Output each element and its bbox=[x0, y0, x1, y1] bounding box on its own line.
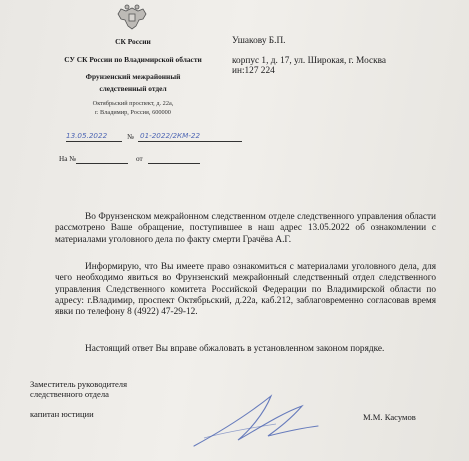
ref-number-underline bbox=[76, 163, 128, 164]
org-address-line2: г. Владимир, Россия, 600000 bbox=[95, 109, 171, 116]
org-name-line2: СУ СК России по Владимирской области bbox=[64, 55, 202, 64]
date-underline bbox=[66, 141, 122, 142]
ref-date-underline bbox=[148, 163, 200, 164]
registration-number: 01-2022/2КМ-22 bbox=[140, 131, 201, 140]
org-address-line1: Октябрьский проспект, д. 22а, bbox=[92, 100, 174, 107]
org-name-line1: СК России bbox=[115, 37, 151, 46]
org-name-line4: следственный отдел bbox=[99, 84, 167, 93]
number-label: № bbox=[127, 133, 134, 141]
body-paragraph-1: Во Фрунзенском межрайонном следственном отделе следственного управления области рассмотрено Ваше обращение, поступившее в наш адрес 13.05.2022 об ознакомлении с материалами уголовного дела по факту смерти Грачёва А.Г. bbox=[55, 212, 436, 245]
handwritten-signature bbox=[176, 384, 326, 454]
coat-of-arms-icon bbox=[112, 2, 152, 32]
org-name-line3: Фрунзенский межрайонный bbox=[85, 72, 181, 81]
body-paragraph-2: Информирую, что Вы имеете право ознакомиться с материалами уголовного дела, для чего необходимо явиться во Фрунзенский межрайонный следственный отдел следственного управления Следственного комитета Российской Федерации по Владимирской области по адресу: г.Владимир, проспект Октябрьский, д.22а, каб.212, заблаговременно согласовав время явки по телефону 8 (4922) 47-29-12. bbox=[55, 262, 436, 318]
number-underline bbox=[138, 141, 242, 142]
recipient-address-line1: корпус 1, д. 17, ул. Широкая, г. Москва bbox=[232, 56, 387, 66]
from-label: от bbox=[136, 155, 143, 163]
signer-name: М.М. Касумов bbox=[363, 412, 416, 422]
signer-position-line1: Заместитель руководителя bbox=[30, 379, 128, 389]
signer-position-line2: следственного отдела bbox=[30, 389, 109, 399]
registration-date: 13.05.2022 bbox=[66, 131, 108, 140]
recipient-address-line2: ин:127 224 bbox=[232, 66, 275, 76]
body-paragraph-3: Настоящий ответ Вы вправе обжаловать в установленном законом порядке. bbox=[85, 344, 385, 354]
recipient-name: Ушакову Б.П. bbox=[232, 36, 286, 46]
ref-label: На № bbox=[59, 155, 77, 163]
signer-rank: капитан юстиции bbox=[30, 409, 94, 419]
